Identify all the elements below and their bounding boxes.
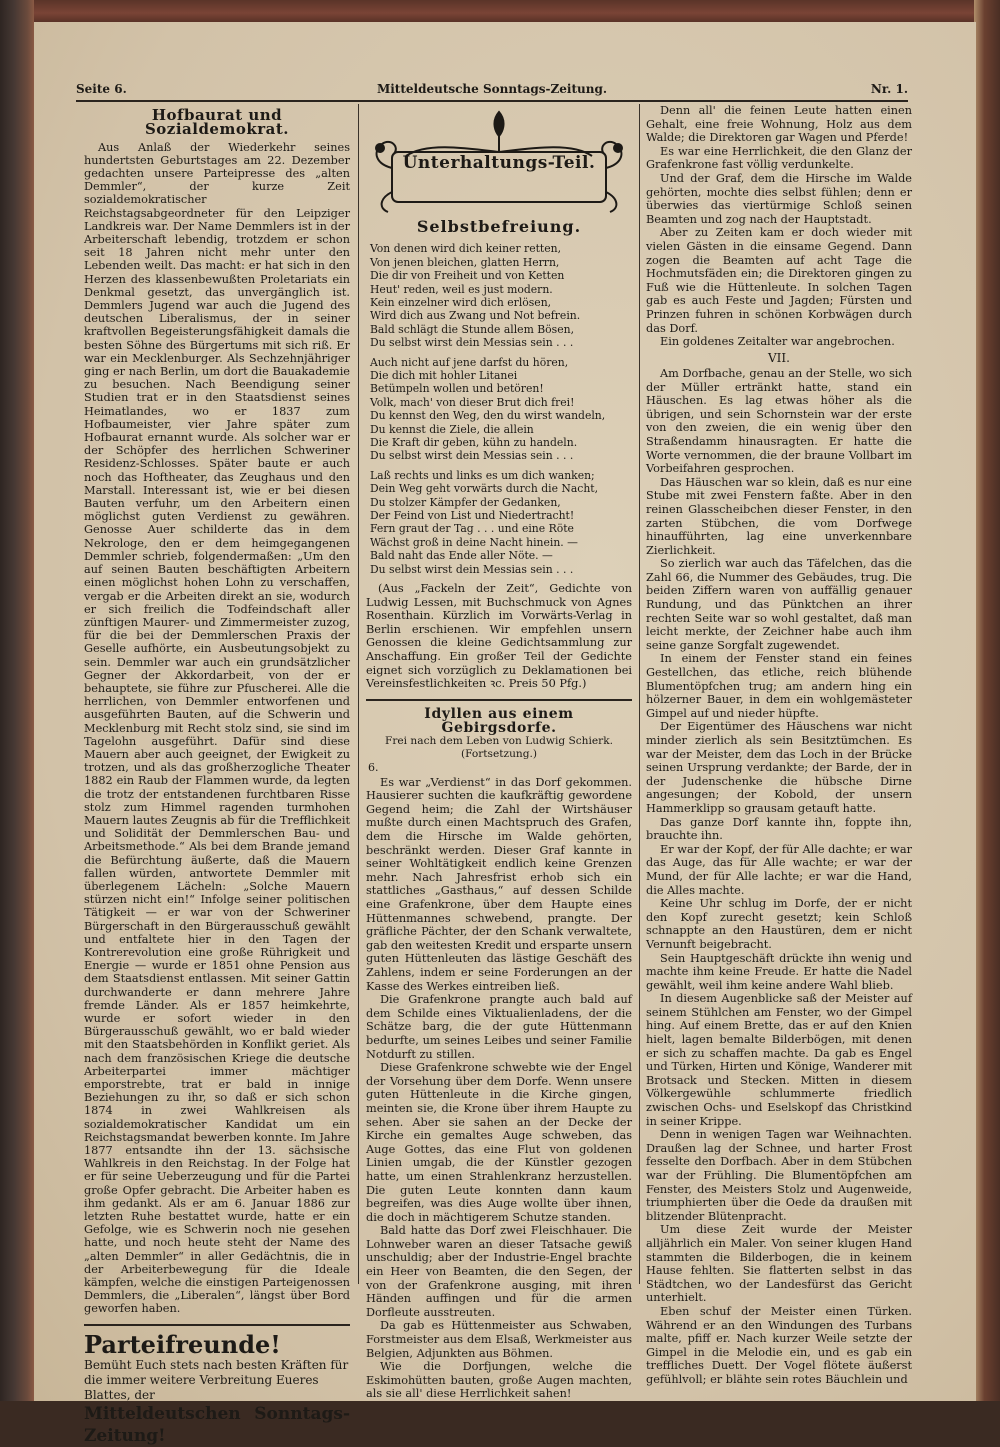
story-paragraph: Ein goldenes Zeitalter war angebrochen. [660,335,895,349]
section-rule [366,699,632,701]
poem-line: Die dir von Freiheit und von Ketten [370,269,565,283]
story-paragraph: Es war „Verdienst“ in das Dorf gekommen. Hausierer suchten die kaufkräftig gewordene Gegend heim; die Zahl der Wirtshäuser mußte durch einen Machtspruch des Grafen, dem die Hirsche im Walde gehörten, beschränkt werden. Dieser Graf kannte in seiner Wohltätigkeit endlich keine Grenzen mehr. Nach Jahresfrist erhob sich ein stattliches „Gasthaus,“ auf dessen Schilde eine Grafenkrone, über dem Haupte eines Hüttenmannes schwebend, prangte. Der gräfliche Pächter, der den Schank verwaltete, gab den weitesten Kredit und ersparte unsern guten Hüttenleuten das lästige Geschäft des Zahlens, indem er seine Forderungen an der Kasse des Werkes eintreiben ließ. [366,775,632,993]
poem-line: Du kennst die Ziele, die allein [370,422,534,436]
poem-line: Betümpeln wollen und betören! [370,382,544,396]
poem-line: Die Kraft dir geben, kühn zu handeln. [370,435,578,449]
story-section-number: 6. [368,761,379,775]
page-number: Seite 6. [76,82,127,96]
poem [370,242,632,576]
section-banner [366,108,632,218]
story-paragraph: In einem der Fenster stand ein feines Gestellchen, das etliche, reich blühende Blumentöpfchen trug; am andern hing ein hölzerner Bauer, in dem ein wohlgemästeter Gimpel auf und nieder hüpfte. [646,652,912,720]
page-header [76,82,908,102]
story-paragraph: Da gab es Hüttenmeister aus Schwaben, Forstmeister aus dem Elsaß, Werkmeister aus Belgien, Adjunkten aus Böhmen. [366,1319,632,1360]
poem-stanza [370,469,632,576]
poem-line: Von jenen bleichen, glatten Herrn, [370,255,560,269]
poem-line: Wird dich aus Zwang und Not befrein. [370,309,581,323]
poem-line: Du stolzer Kämpfer der Gedanken, [370,495,561,509]
story-title: Idyllen aus einem Gebirgsdorfe. [424,705,574,737]
poem-credit: (Aus „Fackeln der Zeit“, Gedichte von Ludwig Lessen, mit Buchschmuck von Agnes Rosenthain. Kürzlich im Vorwärts-Verlag in Berlin erschienen. Wir empfehlen unsern Genossen die kleine Gedichtsammlung zur Anschaffung. Ein großer Teil der Gedichte eignet sich vorzüglich zu Deklamationen bei Vereinsfestlichkeiten ꝛc. Preis 50 Pfg.) [366,582,632,691]
poem-line: Wächst groß in deine Nacht hinein. — [370,535,578,549]
newspaper-title: Mitteldeutsche Sonntags-Zeitung. [376,82,608,96]
story-paragraph: Eben schuf der Meister einen Türken. Während er an den Windungen des Turbans malte, pfiff er. Nach kurzer Weile setzte der Gimpel in die Melodie ein, und es gab ein treffliches Duett. Der Vogel flötete äußerst gefühlvoll; er blähte sein rotes Bäuchlein und [646,1304,912,1386]
poem-line: Du selbst wirst dein Messias sein . . . [370,336,574,350]
header-rule [76,100,908,102]
book-binding-right [974,0,1000,1401]
issue-number: Nr. 1. [870,82,908,96]
story-paragraph: Denn all' die feinen Leute hatten einen Gehalt, eine freie Wohnung, Holz aus dem Walde; die Direktoren gar Wagen und Pferde! [646,104,912,145]
poem-line: Du selbst wirst dein Messias sein . . . [370,562,574,576]
poem-line: Du kennst den Weg, den du wirst wandeln, [370,409,606,423]
poem-line: Bald schlägt die Stunde allem Bösen, [370,322,574,336]
story-paragraph: Bald hatte das Dorf zwei Fleischhauer. Die Lohnweber waren an dieser Tatsache gewiß unschuldig; aber der Industrie-Engel brachte ein Heer von Beamten, die den Segen, der von der Grafenkrone ausging, mit ihren Händen auffingen und für die armen Dorfleute ausstreuten. [366,1224,632,1319]
poem-line: Auch nicht auf jene darfst du hören, [370,355,569,369]
story-paragraph: Das ganze Dorf kannte ihn, foppte ihn, brauchte ihn. [646,815,912,843]
poem-line: Laß rechts und links es um dich wanken; [370,468,595,482]
article-title: Hofbaurat und Sozialdemokrat. [144,106,290,139]
story-paragraph: Am Dorfbache, genau an der Stelle, wo sich der Müller ertränkt hatte, stand ein Häuschen. Es lag etwas höher als die übrigen, und sein Schornstein war der erste von den zweien, die ein wenig über den Straßendamm hinausragten. Er hatte die Worte vernommen, die der braune Vollbart im Vorbeifahren gesprochen. [646,366,912,476]
poem-line: Von denen wird dich keiner retten, [370,242,562,256]
story-paragraph: Diese Grafenkrone schwebte wie der Engel der Vorsehung über dem Dorfe. Wenn unsere guten Hüttenleute in die Kirche gingen, meinten sie, die Krone über ihrem Haupte zu sehen. Aber sie sahen an der Decke der Kirche ein gemaltes Auge schweben, das Auge Gottes, das eine Flut von goldenen Linien umgab, die der Künstler gezogen hatte, um einen Strahlenkranz herzustellen. Die guten Leute konnten dann kaum begreifen, was dies Auge wollte über ihnen, die doch in mächtigerem Schutze standen. [366,1061,632,1224]
poem-line: Du selbst wirst dein Messias sein . . . [370,449,574,463]
appeal-text: Bemüht Euch stets nach besten Kräften für die immer weitere Verbreitung Eueres Blattes, der [84,1357,349,1402]
story-paragraph: Die Grafenkrone prangte auch bald auf dem Schilde eines Viktualienladens, der die Schätze barg, die der gute Hüttenmann bedurfte, um seines Leibes und seiner Familie Notdurft zu stillen. [366,993,632,1061]
book-binding-left [0,0,34,1401]
poem-line: Bald naht das Ende aller Nöte. — [370,549,553,563]
story-paragraph: Der Eigentümer des Häuschens war nicht minder zierlich als sein Besitztümchen. Es war der Meister, dem das Loch in der Brücke seinen Ursprung verdankte; der Barde, der in der Judenschenke die hübsche Dirne angesungen; der Kobold, der unsern Hammerklipp so grausam getauft hatte. [646,720,912,815]
section-title: Unterhaltungs-Teil. [402,153,596,173]
story-paragraph: So zierlich war auch das Täfelchen, das die Zahl 66, die Nummer des Gebäudes, trug. Die beiden Ziffern waren von auffällig genauer Rundung, und das Pünktchen an ihrer rechten Seite war so wohl gestaltet, daß man leicht merkte, der Zeichner habe auch ihm seine ganze Sorgfalt zugewendet. [646,557,912,652]
story-paragraph: In diesem Augenblicke saß der Meister auf seinem Stühlchen am Fenster, wo der Gimpel hing. Auf einem Brette, das er auf den Knien hielt, lagen bemalte Bilderbögen, mit denen er sich zu schaffen machte. Da gab es Engel und Türken, Hirten und Könige, Wanderer mit Brotsack und Stecken. Mitten in diesem Völkergewühle schlummerte friedlich zwischen Ochs- und Eselskopf das Christkind in seiner Krippe. [646,992,912,1128]
appeal-newspaper-name: Mitteldeutschen Sonntags-Zeitung! [84,1403,350,1446]
story-paragraph: Es war eine Herrlichkeit, die den Glanz der Grafenkrone fast völlig verdunkelte. [646,144,912,172]
story-paragraph: Aber zu Zeiten kam er doch wieder mit vielen Gästen in die einsame Gegend. Dann zogen die Beamten auf acht Tage die Hochmutsfäden ein; die Direktoren gingen zu Fuß wie die Hüttenleute. In solchen Tagen gab es auch Feste und Jagden; Fürsten und Prinzen fuhren in schönen Korbwägen durch das Dorf. [646,226,912,335]
story-author: Frei nach dem Leben von Ludwig Schierk. [384,735,614,748]
story-continuation: (Fortsetzung.) [460,748,538,761]
poem-line: Fern graut der Tag . . . und eine Röte [370,522,574,536]
poem-stanza [370,242,632,349]
story-paragraph: Keine Uhr schlug im Dorfe, der er nicht den Kopf zurecht gesetzt; kein Schloß schnappte an den Haustüren, dem er nicht Vernunft beigebracht. [646,897,912,951]
column-right [646,104,912,1387]
story-paragraph: Wie die Dorfjungen, welche die Eskimohütten bauten, große Augen machten, als sie all' diese Herrlichkeit sahen! [366,1360,632,1401]
party-appeal-box [84,1324,350,1447]
column-divider [358,104,359,1284]
column-left [84,104,350,1447]
poem-line: Der Feind von List und Niedertracht! [370,509,575,523]
poem-title: Selbstbefreiung. [416,217,582,236]
story-paragraph: Er war der Kopf, der für Alle dachte; er war das Auge, das für Alle wachte; er war der Mund, der für Alle lachte; er war die Hand, die Alles machte. [646,842,912,897]
poem-line: Volk, mach' von dieser Brut dich frei! [370,395,575,409]
story-paragraph: Um diese Zeit wurde der Meister alljährlich ein Maler. Von seiner klugen Hand stammten die Bilderbogen, die in keinem Hause fehlten. Sie flatterten selbst in das Städtchen, wo der Landesfürst das Gericht unterhielt. [646,1223,912,1305]
story-paragraph: Das Häuschen war so klein, daß es nur eine Stube mit zwei Fenstern faßte. Aber in den reinen Glasscheibchen dieser Fenster, in den zarten Stübchen, die vom Dorfwege hinaufführten, lag eine unverkennbare Zierlichkeit. [646,475,912,557]
poem-line: Heut' reden, weil es just modern. [370,282,553,296]
column-divider [639,104,640,1284]
article-paragraph: Aus Anlaß der Wiederkehr seines hundertsten Geburtstages am 22. Dezember gedachten unsere Parteipresse des „alten Demmler“, der kurze Zeit sozialdemokratischer Reichstagsabgeordneter für den Leipziger Landkreis war. Der Name Demmlers ist in der Arbeiterschaft lebendig, trotzdem er schon seit 18 Jahren nicht mehr unter den Lebenden weilt. Das macht: er hat sich in den Herzen des klassenbewußten Proletariats ein Denkmal gesetzt, das unvergänglich ist. Demmlers Jugend war auch die Jugend des deutschen Liberalismus, der in seiner kraftvollen Begeisterungsfähigkeit damals die besten Söhne des Bürgertums mit sich riß. Er war ein Mecklenburger. Als Sechzehnjähriger ging er nach Berlin, um dort die Bauakademie zu besuchen. Nach Beendigung seiner Studien trat er in den Staatsdienst seines Heimatlandes, wo er 1837 zum Hofbaumeister, vier Jahre später zum Hofbaurat ernannt wurde. Als solcher war er der Schöpfer des herrlichen Schweriner Residenz-Schlosses. Später baute er auch noch das Hoftheater, das Zeughaus und den Marstall. Interessant ist, wie er bei diesen Bauten verfuhr, um den Arbeitern einen möglichst guten Verdienst zu gewähren. Genosse Auer schilderte das in dem Nekrologe, den er dem heimgegangenen Demmler schrieb, folgendermaßen: „Um den auf seinen Bauten beschäftigten Arbeitern einen möglichst hohen Lohn zu verschaffen, vergab er die Arbeiten direkt an sie, wodurch er sich freilich die Todfeindschaft aller zünftigen Maurer- und Zimmermeister zuzog, für die bei der Demmlerschen Praxis der Geselle aufhörte, ein Ausbeutungsobjekt zu sein. Demmler war auch ein grundsätzlicher Gegner der Akkordarbeit, von der er behauptete, sie führe zur Pfuscherei. Alle die herrlichen, von Demmler entworfenen und ausgeführten Bauten, auf die Schwerin und Mecklenburg mit Recht stolz sind, sie sind im Tagelohn ausgeführt. Dafür sind diese Mauern aber auch geeignet, der Ewigkeit zu trotzen, und als das großherzogliche Theater 1882 ein Raub der Flammen wurde, da legten die trotz der entstandenen furchtbaren Risse stolz zum Himmel ragenden turmhohen Mauern lautes Zeugnis ab für die Trefflichkeit und Solidität der Demmlerschen Bau- und Arbeitsmethode.“ Als bei dem Brande jemand die Befürchtung äußerte, daß die Mauern fallen würden, antwortete Demmler mit überlegenem Lächeln: „Solche Mauern stürzen nicht ein!“ Infolge seiner politischen Tätigkeit — er war von der Schweriner Bürgerschaft in den Bürgerausschuß gewählt und entfaltete hier in den Tagen der Kontrerevolution eine große Rührigkeit und Energie — wurde er 1851 ohne Pension aus dem Staatsdienst entlassen. Mit seiner Gattin durchwanderte er dann mehrere Jahre fremde Länder. Als er 1857 heimkehrte, wurde er sofort wieder in den Bürgerausschuß gewählt, wo er bald wieder mit den Staatsbehörden in Konflikt geriet. Als nach dem französischen Kriege die deutsche Arbeiterpartei immer mächtiger emporstrebte, trat er bald in innige Beziehungen zu ihr, so daß er sich schon 1874 in zwei Wahlkreisen als sozialdemokratischer Kandidat um ein Reichstagsmandat bewerben konnte. Im Jahre 1877 entsandte ihn der 13. sächsische Wahlkreis in den Reichstag. In der Folge hat er für seine Ueberzeugung und für die Partei große Opfer gebracht. Die Arbeiter haben es ihm gedankt. Als er am 6. Januar 1886 zur letzten Ruhe bestattet wurde, hatte er ein Gefolge, wie es Schwerin noch nie gesehen hatte, und noch heute steht der Name des „alten Demmler“ in aller Gedächtnis, die in der Arbeiterbewegung für die Ideale kämpfen, welche die einstigen Parteigenossen Demmlers, die „Liberalen“, längst über Bord geworfen haben. [84,140,350,1316]
story-paragraph: Denn in wenigen Tagen war Weihnachten. Draußen lag der Schnee, und harter Frost fesselte den Dorfbach. Aber in dem Stübchen war der Frühling. Die Blumentöpfchen am Fenster, des Meisters Stolz und Augenweide, triumphierten über die Oede da draußen mit blitzender Blütenpracht. [646,1128,912,1223]
poem-stanza [370,356,632,463]
story-paragraph: Und der Graf, dem die Hirsche im Walde gehörten, mochte dies selbst fühlen; denn er überwies das viertürmige Schloß seinen Beamten und zog nach der Hauptstadt. [646,171,912,226]
appeal-title: Parteifreunde! [84,1329,281,1359]
poem-line: Die dich mit hohler Litanei [370,368,518,382]
column-middle [366,104,632,1401]
chapter-number: VII. [768,350,790,365]
story-paragraph: Sein Hauptgeschäft drückte ihn wenig und machte ihm keine Freude. Er hatte die Nadel gewählt, weil ihm keine andere Wahl blieb. [646,951,912,992]
poem-line: Kein einzelner wird dich erlösen, [370,295,552,309]
poem-line: Dein Weg geht vorwärts durch die Nacht, [370,482,599,496]
